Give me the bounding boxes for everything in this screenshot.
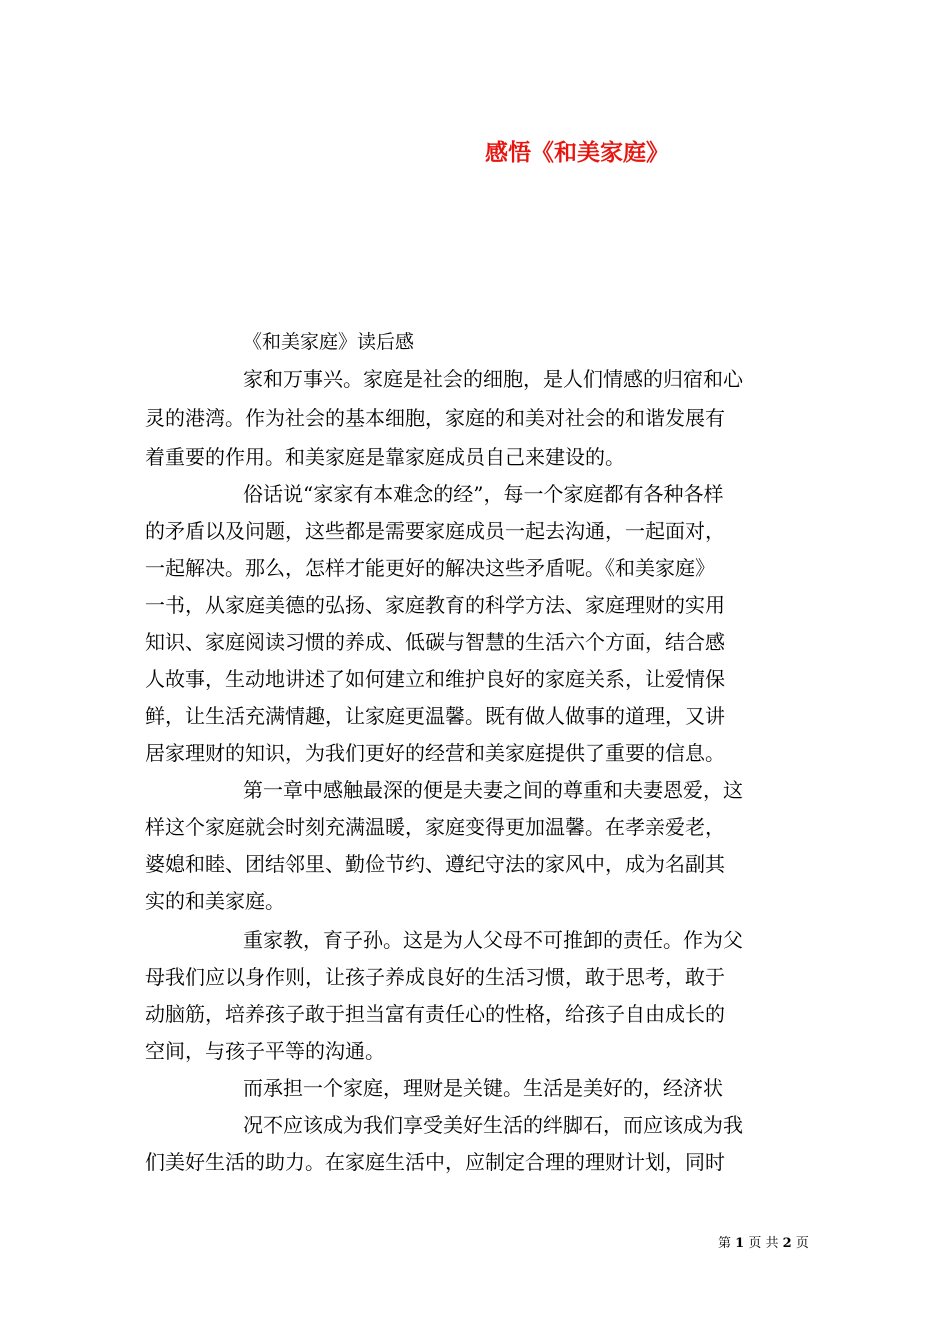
text-line: 家和万事兴。家庭是社会的细胞，是人们情感的归宿和心: [243, 367, 743, 391]
text-line: 鲜，让生活充满情趣，让家庭更温馨。既有做人做事的道理，又讲: [145, 704, 725, 728]
text-line: 空间，与孩子平等的沟通。: [145, 1039, 385, 1063]
document-subtitle: 《和美家庭》读后感: [243, 331, 415, 353]
text-line: 人故事，生动地讲述了如何建立和维护良好的家庭关系，让爱情保: [145, 667, 725, 691]
footer-middle: 页 共: [748, 1236, 779, 1251]
document-title: 感悟《和美家庭》: [485, 139, 669, 166]
text-line: 实的和美家庭。: [145, 889, 285, 913]
footer-suffix: 页: [795, 1236, 809, 1251]
current-page-number: 1: [735, 1236, 745, 1251]
text-line: 样这个家庭就会时刻充满温暖，家庭变得更加温馨。在孝亲爱老，: [145, 815, 725, 839]
text-line: 着重要的作用。和美家庭是靠家庭成员自己来建设的。: [145, 445, 625, 469]
text-line: 第一章中感触最深的便是夫妻之间的尊重和夫妻恩爱，这: [243, 778, 743, 802]
text-line: 母我们应以身作则，让孩子养成良好的生活习惯，敢于思考，敢于: [145, 965, 725, 989]
text-line: 的矛盾以及问题，这些都是需要家庭成员一起去沟通，一起面对，: [145, 519, 725, 543]
text-line: 们美好生活的助力。在家庭生活中，应制定合理的理财计划，同时: [145, 1150, 725, 1174]
text-line: 一书，从家庭美德的弘扬、家庭教育的科学方法、家庭理财的实用: [145, 593, 725, 617]
text-line: 居家理财的知识，为我们更好的经营和美家庭提供了重要的信息。: [145, 741, 725, 765]
text-line: 一起解决。那么，怎样才能更好的解决这些矛盾呢。《和美家庭》: [145, 556, 715, 580]
footer-prefix: 第: [718, 1236, 732, 1251]
text-line: 而承担一个家庭，理财是关键。生活是美好的，经济状: [243, 1076, 723, 1100]
text-line: 况不应该成为我们享受美好生活的绊脚石，而应该成为我: [243, 1113, 743, 1137]
page-number-footer: [718, 1232, 809, 1251]
text-line: 动脑筋，培养孩子敢于担当富有责任心的性格，给孩子自由成长的: [145, 1002, 725, 1026]
text-line: 知识、家庭阅读习惯的养成、低碳与智慧的生活六个方面，结合感: [145, 630, 725, 654]
text-line: 重家教，育子孙。这是为人父母不可推卸的责任。作为父: [243, 928, 743, 952]
total-page-number: 2: [782, 1236, 792, 1251]
text-line: 灵的港湾。作为社会的基本细胞，家庭的和美对社会的和谐发展有: [145, 406, 725, 430]
text-line: 婆媳和睦、团结邻里、勤俭节约、遵纪守法的家风中，成为名副其: [145, 852, 725, 876]
text-line: 俗话说“家家有本难念的经”，每一个家庭都有各种各样: [243, 482, 724, 506]
